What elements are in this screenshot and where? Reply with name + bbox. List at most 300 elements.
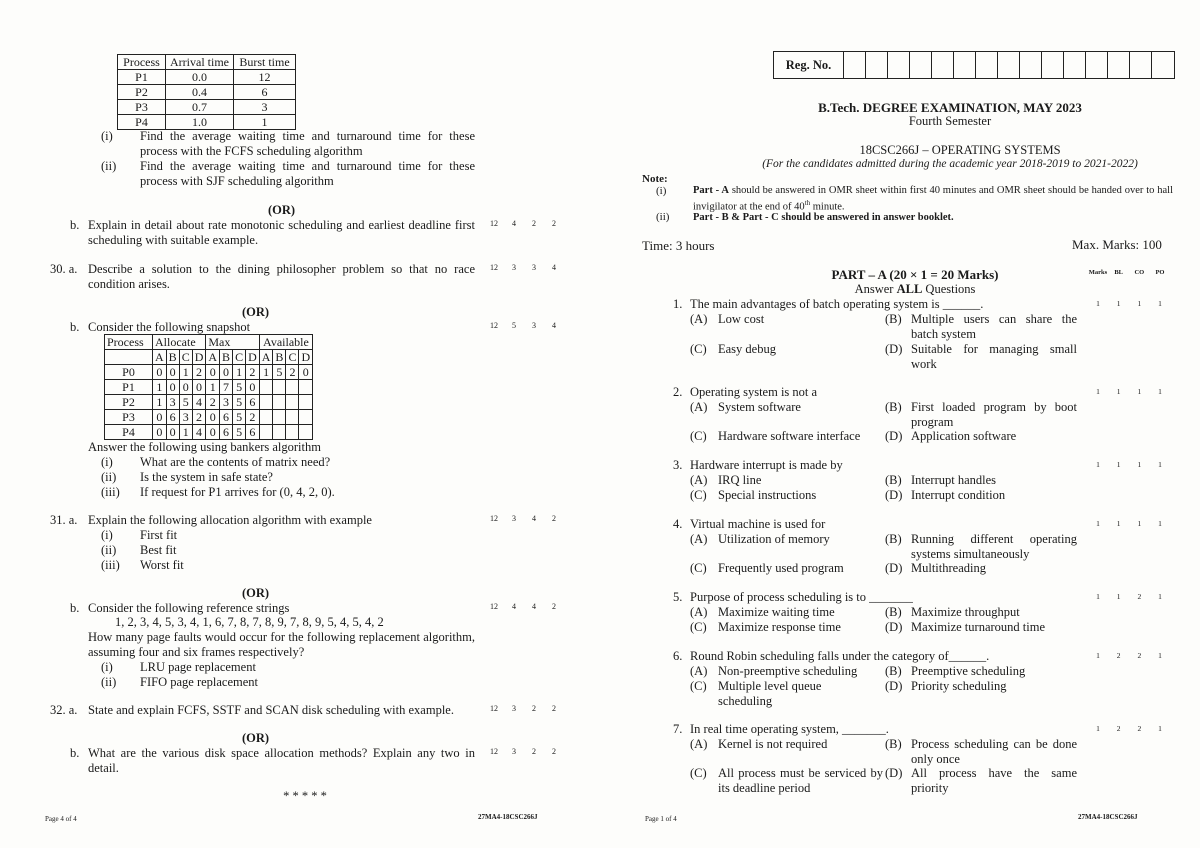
q32a-marks	[484, 701, 564, 716]
table-cell: 6	[246, 425, 260, 440]
reg-no-cell[interactable]	[1152, 52, 1174, 78]
q4-marks	[1088, 516, 1170, 531]
q3-option-a: IRQ line	[718, 473, 762, 487]
reg-no-cell[interactable]	[888, 52, 910, 78]
co-value: 2	[532, 704, 536, 713]
table-cell: 1.0	[166, 115, 234, 130]
option-label: (D)	[885, 488, 903, 502]
q1-option-c: Easy debug	[718, 342, 776, 356]
q7-marks	[1088, 721, 1170, 736]
co-value: 1	[1137, 299, 1142, 308]
table-cell: 3	[179, 410, 192, 425]
snapshot-table	[104, 334, 313, 440]
table-header-cell: Available	[259, 335, 312, 350]
option-label: (A)	[690, 312, 708, 326]
table-header-cell: D	[192, 350, 206, 365]
exam-time: Time: 3 hours	[642, 238, 715, 253]
option-label: (D)	[885, 766, 903, 780]
q31b-sub-text: FIFO page replacement	[140, 675, 259, 689]
table-row	[105, 365, 313, 380]
q32a-text: State and explain FCFS, SSTF and SCAN disk scheduling with example.	[88, 703, 454, 717]
table-header-cell: D	[246, 350, 260, 365]
q32a-label: 32. a.	[50, 703, 78, 717]
table-cell: 2	[192, 410, 206, 425]
bl-value: 2	[1116, 651, 1121, 660]
bl-value: 3	[512, 747, 516, 756]
marks-value: 1	[1096, 299, 1100, 308]
marks-value: 1	[1096, 651, 1100, 660]
q30b-sub-text: Is the system in safe state?	[140, 470, 273, 484]
reg-no-cell[interactable]	[1086, 52, 1108, 78]
q30b-sub-text: If request for P1 arrives for (0, 4, 2, 0).	[140, 485, 335, 499]
q1-option-d: Suitable for managing small work	[911, 342, 1077, 371]
po-header: PO	[1155, 269, 1165, 276]
option-label: (C)	[690, 561, 707, 575]
table-cell: 12	[234, 70, 296, 85]
q31a-text: Explain the following allocation algorithm with example	[88, 513, 372, 527]
reg-no-box	[773, 51, 1175, 79]
q6-stem: Round Robin scheduling falls under the category of______.	[690, 649, 990, 663]
table-header-cell: Arrival time	[166, 55, 234, 70]
table-cell: P1	[118, 70, 166, 85]
po-value: 4	[552, 321, 556, 330]
q3-stem: Hardware interrupt is made by	[690, 458, 843, 472]
table-cell: 0	[192, 380, 206, 395]
table-cell: 5	[273, 365, 286, 380]
table-cell	[286, 410, 299, 425]
table-cell: 0.4	[166, 85, 234, 100]
table-cell: 2	[192, 365, 206, 380]
table-subheader-row	[105, 350, 313, 365]
q5-marks	[1088, 589, 1170, 604]
table-header-cell: C	[286, 350, 299, 365]
option-label: (A)	[690, 400, 708, 414]
q31b-label: b.	[70, 601, 80, 615]
q7-option-b: Process scheduling can be done only once	[911, 737, 1077, 766]
table-cell: 0	[166, 425, 179, 440]
q5-stem: Purpose of process scheduling is to _______	[690, 590, 913, 604]
q1-stem: The main advantages of batch operating system is ______.	[690, 297, 984, 311]
q2-option-b: First loaded program by boot program	[911, 400, 1077, 429]
table-cell	[259, 380, 273, 395]
q2-option-c: Hardware software interface	[718, 429, 861, 443]
q5-number: 5.	[673, 590, 683, 604]
table-cell	[286, 395, 299, 410]
q3-number: 3.	[673, 458, 683, 472]
q32b-label: b.	[70, 746, 80, 760]
table-cell: 1	[153, 380, 167, 395]
option-label: (C)	[690, 488, 707, 502]
po-value: 2	[552, 514, 556, 523]
reg-no-cell[interactable]	[1042, 52, 1064, 78]
reg-no-label: Reg. No.	[774, 52, 844, 78]
max-marks: Max. Marks: 100	[1072, 237, 1162, 252]
table-cell: 1	[259, 365, 273, 380]
table-row	[118, 70, 296, 85]
bl-value: 4	[512, 602, 516, 611]
table-header-cell: Process	[118, 55, 166, 70]
reg-no-cell[interactable]	[998, 52, 1020, 78]
answer-all-bold: ALL	[896, 282, 923, 296]
table-cell: 2	[246, 410, 260, 425]
reg-no-cell[interactable]	[1064, 52, 1086, 78]
po-value: 2	[552, 602, 556, 611]
q1-option-b: Multiple users can share the batch system	[911, 312, 1077, 341]
option-label: (C)	[690, 620, 707, 634]
option-label: (A)	[690, 532, 708, 546]
note-i-superscript: th	[804, 199, 811, 207]
q30b-label: b.	[70, 320, 80, 334]
q29b-marks	[484, 216, 564, 231]
table-cell: 2	[206, 395, 220, 410]
q29b-label: b.	[70, 218, 80, 232]
table-header-row	[118, 55, 296, 70]
note-ii-number: (ii)	[656, 211, 670, 223]
table-cell: P1	[105, 380, 153, 395]
bl-value: 5	[512, 321, 516, 330]
table-header-cell: B	[220, 350, 233, 365]
q7-option-a: Kernel is not required	[718, 737, 828, 751]
marks-value: 12	[490, 704, 498, 713]
q1-number: 1.	[673, 297, 683, 311]
exam-title: B.Tech. DEGREE EXAMINATION, MAY 2023	[818, 100, 1082, 115]
po-value: 4	[552, 263, 556, 272]
right-page	[600, 0, 1200, 848]
table-cell	[299, 395, 313, 410]
table-cell	[299, 410, 313, 425]
q31a-sub-text: First fit	[140, 528, 178, 542]
table-header-cell: B	[273, 350, 286, 365]
table-row	[105, 425, 313, 440]
po-value: 2	[552, 219, 556, 228]
table-cell: 0	[153, 410, 167, 425]
q6-number: 6.	[673, 649, 683, 663]
table-cell: P4	[105, 425, 153, 440]
q29a-i-text: Find the average waiting time and turnaround time for these process with the FCFS scheduling algorithm	[140, 129, 475, 158]
reg-no-cell[interactable]	[1020, 52, 1042, 78]
table-header-cell: Allocate	[153, 335, 206, 350]
table-cell: P2	[118, 85, 166, 100]
table-cell	[286, 380, 299, 395]
q31b-sub-number: (i)	[101, 660, 113, 674]
q31b-sub-text: LRU page replacement	[140, 660, 256, 674]
option-label: (C)	[690, 679, 707, 693]
table-cell: 2	[286, 365, 299, 380]
footer-code: 27MA4-18CSC266J	[478, 813, 538, 821]
q30b-sub-number: (iii)	[101, 485, 120, 499]
table-cell: 5	[233, 380, 246, 395]
option-label: (B)	[885, 473, 902, 487]
q30b-sub-number: (i)	[101, 455, 113, 469]
q30b-sub-text: What are the contents of matrix need?	[140, 455, 331, 469]
table-cell: 6	[246, 395, 260, 410]
marks-value: 1	[1096, 519, 1100, 528]
po-value: 1	[1158, 299, 1162, 308]
reg-no-cell[interactable]	[844, 52, 866, 78]
q7-stem: In real time operating system, _______.	[690, 722, 889, 736]
q31b-marks	[484, 599, 564, 614]
table-cell: 6	[220, 410, 233, 425]
note-i-number: (i)	[656, 185, 667, 197]
table-cell	[286, 425, 299, 440]
q4-option-a: Utilization of memory	[718, 532, 830, 546]
table-cell: 5	[179, 395, 192, 410]
q5-option-b: Maximize throughput	[911, 605, 1020, 619]
option-label: (A)	[690, 737, 708, 751]
table-header-cell: A	[153, 350, 167, 365]
q2-option-d: Application software	[911, 429, 1017, 443]
bl-value: 1	[1116, 592, 1121, 601]
table-cell	[273, 410, 286, 425]
part-a-title: PART – A (20 × 1 = 20 Marks)	[831, 267, 999, 282]
table-cell: P3	[118, 100, 166, 115]
table-cell: 1	[179, 365, 192, 380]
option-label: (A)	[690, 605, 708, 619]
table-cell	[259, 410, 273, 425]
reg-no-cell[interactable]	[954, 52, 976, 78]
q6-option-b: Preemptive scheduling	[911, 664, 1026, 678]
reg-no-cell[interactable]	[866, 52, 888, 78]
table-cell: 6	[220, 425, 233, 440]
option-label: (C)	[690, 429, 707, 443]
q2-number: 2.	[673, 385, 683, 399]
note-i-end: minute.	[810, 201, 845, 213]
q5-option-d: Maximize turnaround time	[911, 620, 1045, 634]
marks-value: 12	[490, 747, 498, 756]
q5-option-a: Maximize waiting time	[718, 605, 835, 619]
q31a-marks	[484, 511, 564, 526]
q6-option-d: Priority scheduling	[911, 679, 1007, 693]
co-value: 3	[532, 321, 536, 330]
q2-marks	[1088, 384, 1170, 399]
footer-page-number: Page 4 of 4	[45, 815, 77, 823]
table-cell	[259, 425, 273, 440]
co-value: 3	[532, 263, 536, 272]
table-cell: 4	[192, 425, 206, 440]
q31a-label: 31. a.	[50, 513, 78, 527]
co-value: 2	[532, 219, 536, 228]
table-header-cell: A	[206, 350, 220, 365]
table-cell: 6	[166, 410, 179, 425]
q6-marks	[1088, 648, 1170, 663]
q31b-sub-number: (ii)	[101, 675, 117, 689]
q5-option-c: Maximize response time	[718, 620, 841, 634]
po-value: 1	[1158, 460, 1162, 469]
q6-option-a: Non-preemptive scheduling	[718, 664, 858, 678]
marks-value: 1	[1096, 460, 1100, 469]
q31a-sub-text: Best fit	[140, 543, 177, 557]
option-label: (B)	[885, 400, 902, 414]
marks-value: 12	[490, 219, 498, 228]
table-row	[105, 410, 313, 425]
table-cell: 4	[192, 395, 206, 410]
table-cell: 1	[234, 115, 296, 130]
q4-option-d: Multithreading	[911, 561, 986, 575]
co-value: 2	[1137, 592, 1142, 601]
table-cell: P2	[105, 395, 153, 410]
bl-value: 4	[512, 219, 516, 228]
table-header-cell: D	[299, 350, 313, 365]
po-value: 1	[1158, 387, 1162, 396]
option-label: (B)	[885, 664, 902, 678]
table-cell: 3	[234, 100, 296, 115]
table-cell: 0	[206, 365, 220, 380]
column-headers	[1088, 265, 1170, 280]
bl-header: BL	[1114, 269, 1123, 276]
table-row	[105, 395, 313, 410]
answer-all-pre: Answer	[854, 282, 897, 296]
note-ii: Part - B & Part - C should be answered in answer booklet.	[693, 212, 954, 223]
semester: Fourth Semester	[908, 114, 992, 128]
q30b-intro: Answer the following using bankers algorithm	[88, 440, 321, 454]
or-divider: (OR)	[241, 586, 270, 600]
end-stars: * * * * *	[283, 789, 327, 803]
table-header-cell: Max	[206, 335, 259, 350]
reg-no-cell[interactable]	[1130, 52, 1152, 78]
marks-value: 12	[490, 514, 498, 523]
marks-value: 1	[1096, 724, 1100, 733]
option-label: (D)	[885, 342, 903, 356]
table-cell	[299, 425, 313, 440]
q3-option-d: Interrupt condition	[911, 488, 1006, 502]
table-cell: 0	[153, 365, 167, 380]
q4-option-b: Running different operating systems simultaneously	[911, 532, 1077, 561]
po-value: 1	[1158, 651, 1162, 660]
table-row	[105, 380, 313, 395]
or-divider: (OR)	[241, 305, 270, 319]
table-cell: P3	[105, 410, 153, 425]
marks-value: 12	[490, 321, 498, 330]
table-row	[118, 115, 296, 130]
table-cell: 0.0	[166, 70, 234, 85]
or-divider: (OR)	[241, 731, 270, 745]
table-cell: 0	[166, 380, 179, 395]
table-cell: P4	[118, 115, 166, 130]
table-header-cell: A	[259, 350, 273, 365]
footer-page-number: Page 1 of 4	[645, 815, 677, 823]
q1-marks	[1088, 296, 1170, 311]
q6-option-c: Multiple level queue scheduling	[718, 679, 822, 708]
q7-number: 7.	[673, 722, 683, 736]
bl-value: 3	[512, 263, 516, 272]
q7-option-d: All process have the same priority	[911, 766, 1077, 795]
option-label: (C)	[690, 342, 707, 356]
table-cell: 1	[206, 380, 220, 395]
table-cell: 0	[166, 365, 179, 380]
table-cell	[273, 425, 286, 440]
marks-value: 1	[1096, 387, 1100, 396]
option-label: (D)	[885, 429, 903, 443]
bl-value: 1	[1116, 460, 1121, 469]
marks-header: Marks	[1088, 269, 1108, 276]
q30a-label: 30. a.	[50, 262, 78, 276]
q3-option-c: Special instructions	[718, 488, 817, 502]
option-label: (C)	[690, 766, 707, 780]
table-cell: 0	[246, 380, 260, 395]
q1-option-a: Low cost	[718, 312, 765, 326]
table-cell: 0.7	[166, 100, 234, 115]
answer-all-post: Questions	[922, 282, 976, 296]
table-cell: P0	[105, 365, 153, 380]
table-cell: 5	[233, 410, 246, 425]
q2-option-a: System software	[718, 400, 801, 414]
table-header-row	[105, 335, 313, 350]
q29a-ii-number: (ii)	[101, 159, 117, 173]
table-cell: 1	[153, 395, 167, 410]
q32b-marks	[484, 744, 564, 759]
table-cell: 1	[233, 365, 246, 380]
q31b-question: How many page faults would occur for the following replacement algorithm, assuming four and six frames respectively?	[88, 630, 475, 659]
co-header: CO	[1134, 269, 1145, 276]
reference-string: 1, 2, 3, 4, 5, 3, 4, 1, 6, 7, 8, 7, 8, 9, 7, 8, 9, 5, 4, 5, 4, 2	[115, 615, 384, 629]
option-label: (B)	[885, 312, 902, 326]
q30b-sub-number: (ii)	[101, 470, 117, 484]
option-label: (A)	[690, 473, 708, 487]
bl-value: 1	[1116, 387, 1121, 396]
q31a-sub-number: (i)	[101, 528, 113, 542]
table-header-cell	[105, 350, 153, 365]
q30a-text: Describe a solution to the dining philosopher problem so that no race condition arises.	[88, 262, 475, 291]
table-header-cell: C	[233, 350, 246, 365]
table-cell: 0	[299, 365, 313, 380]
po-value: 2	[552, 747, 556, 756]
table-cell	[273, 380, 286, 395]
bl-value: 3	[512, 514, 516, 523]
table-cell: 6	[234, 85, 296, 100]
reg-no-cell[interactable]	[1108, 52, 1130, 78]
or-divider: (OR)	[267, 203, 296, 217]
q30a-marks	[484, 260, 564, 275]
table-header-cell: C	[179, 350, 192, 365]
table-cell: 0	[220, 365, 233, 380]
table-cell: 0	[206, 410, 220, 425]
q4-stem: Virtual machine is used for	[690, 517, 826, 531]
co-value: 1	[1137, 519, 1142, 528]
table-cell: 3	[166, 395, 179, 410]
table-cell: 1	[179, 425, 192, 440]
q30b-marks	[484, 318, 564, 333]
po-value: 2	[552, 704, 556, 713]
table-row	[118, 100, 296, 115]
q4-option-c: Frequently used program	[718, 561, 844, 575]
table-cell	[299, 380, 313, 395]
q31a-sub-number: (iii)	[101, 558, 120, 572]
footer-code: 27MA4-18CSC266J	[1078, 813, 1138, 821]
po-value: 1	[1158, 519, 1162, 528]
bl-value: 3	[512, 704, 516, 713]
option-label: (B)	[885, 605, 902, 619]
reg-no-cell[interactable]	[932, 52, 954, 78]
table-cell: 2	[246, 365, 260, 380]
marks-value: 12	[490, 602, 498, 611]
table-header-cell: Burst time	[234, 55, 296, 70]
candidates-note: (For the candidates admitted during the academic year 2018-2019 to 2021-2022)	[762, 158, 1138, 170]
co-value: 2	[532, 747, 536, 756]
q31a-sub-text: Worst fit	[140, 558, 184, 572]
q29b-text: Explain in detail about rate monotonic scheduling and earliest deadline first scheduling with suitable example.	[88, 218, 475, 247]
co-value: 1	[1137, 460, 1142, 469]
co-value: 2	[1137, 724, 1142, 733]
q31a-sub-number: (ii)	[101, 543, 117, 557]
table-cell: 5	[233, 425, 246, 440]
table-header-cell: Process	[105, 335, 153, 350]
po-value: 1	[1158, 724, 1162, 733]
reg-no-cell[interactable]	[910, 52, 932, 78]
co-value: 2	[1137, 651, 1142, 660]
option-label: (D)	[885, 620, 903, 634]
reg-no-cell[interactable]	[976, 52, 998, 78]
q30b-text: Consider the following snapshot	[88, 320, 251, 334]
